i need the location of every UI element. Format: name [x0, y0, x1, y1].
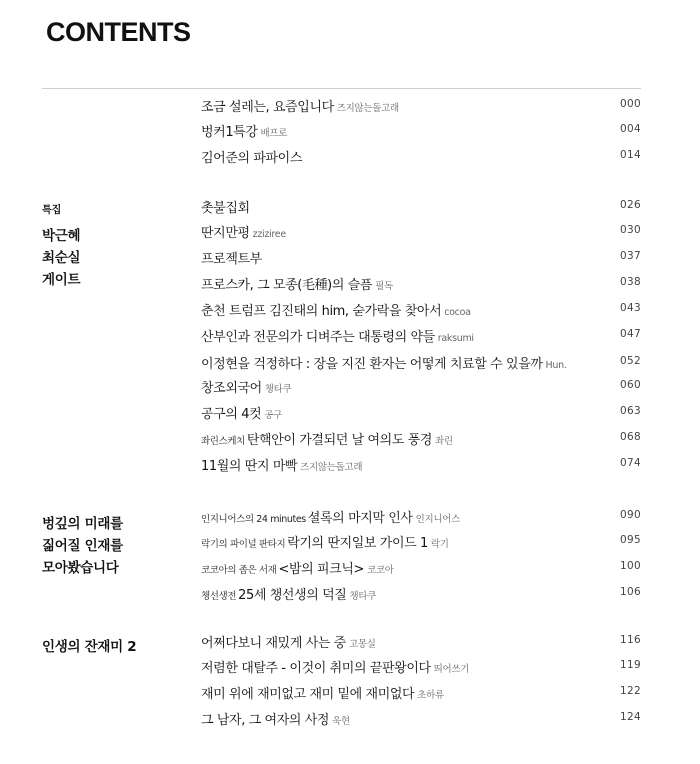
entry-author: 락기 — [430, 539, 449, 550]
toc-entry[interactable] — [201, 222, 641, 246]
toc-entry[interactable] — [201, 197, 641, 221]
entry-title: 공구의 4컷 — [201, 407, 262, 422]
toc-entry-text — [201, 632, 376, 655]
entry-title: 셜록의 마지막 인사 — [307, 511, 413, 526]
toc-entry-text — [201, 377, 291, 400]
entry-title: 춘천 트럼프 김진태의 him, 숟가락을 찾아서 — [201, 304, 442, 319]
toc-entry-text — [201, 274, 393, 297]
entry-series-label: 코코아의 좁은 서재 — [201, 565, 277, 576]
entry-page-number: 068 — [620, 431, 641, 443]
toc-entry[interactable] — [201, 377, 641, 401]
toc-entry[interactable] — [201, 584, 641, 608]
entry-title: 11월의 딴지 마빡 — [201, 459, 298, 474]
entry-series-label: 인지니어스의 24 minutes — [201, 514, 306, 525]
toc-entry-text — [201, 96, 399, 119]
entry-page-number: 106 — [620, 586, 641, 598]
toc-entry-text — [201, 507, 460, 530]
toc-entry[interactable] — [201, 96, 641, 120]
toc-entry[interactable] — [201, 274, 641, 298]
header-divider — [42, 88, 641, 89]
page-title: CONTENTS — [46, 17, 191, 47]
entry-title: 25세 챙선생의 덕질 — [238, 588, 347, 603]
entry-title: 이정현을 걱정하다 : 장을 지진 환자는 어떻게 치료할 수 있을까 — [201, 357, 543, 372]
entry-title: 산부인과 전문의가 디벼주는 대통령의 약들 — [201, 330, 435, 345]
entry-page-number: 038 — [620, 276, 641, 288]
entry-title: 딴지만평 — [201, 226, 250, 241]
entry-page-number: 122 — [620, 685, 641, 697]
toc-entry[interactable] — [201, 532, 641, 556]
entry-author: 배프로 — [260, 128, 288, 139]
entry-page-number: 074 — [620, 457, 641, 469]
toc-entry[interactable] — [201, 709, 641, 733]
entry-page-number: 060 — [620, 379, 641, 391]
toc-entry-text — [201, 248, 262, 270]
entry-author: 공구 — [264, 410, 283, 421]
toc-entry-text — [201, 403, 282, 426]
entry-author: raksumi — [437, 333, 474, 344]
entry-author: 좌린 — [435, 436, 453, 447]
toc-entry[interactable] — [201, 507, 641, 531]
section-title-line: 최순실 — [42, 250, 81, 266]
entry-author: 초하류 — [417, 690, 444, 701]
toc-entry[interactable] — [201, 558, 641, 582]
toc-entry[interactable] — [201, 121, 641, 145]
entry-page-number: 124 — [620, 711, 641, 723]
entry-title: 창조외국어 — [201, 381, 262, 396]
entry-title: 탄핵안이 가결되던 날 여의도 풍경 — [246, 433, 433, 448]
entry-page-number: 116 — [620, 634, 641, 646]
toc-entry-text — [201, 683, 444, 706]
section-title-line: 벙깊의 미래를 — [42, 516, 123, 532]
toc-entry[interactable] — [201, 632, 641, 656]
toc-entry[interactable] — [201, 147, 641, 171]
toc-entry[interactable] — [201, 353, 641, 377]
entry-series-label: 락기의 파이널 판타지 — [201, 539, 286, 550]
toc-entry-text — [201, 709, 350, 732]
toc-entry[interactable] — [201, 683, 641, 707]
entry-page-number: 052 — [620, 355, 641, 367]
entry-title: 김어준의 파파이스 — [201, 151, 302, 166]
entry-author: 고몽실 — [348, 639, 376, 650]
section-title-line: 게이트 — [42, 272, 81, 288]
toc-entry[interactable] — [201, 300, 641, 324]
toc-entry[interactable] — [201, 455, 641, 479]
section-title-line: 짊어질 인재를 — [42, 538, 123, 554]
entry-title: 저렴한 대탈주 - 이것이 취미의 끝판왕이다 — [201, 661, 431, 676]
entry-author: 챙타쿠 — [264, 384, 292, 395]
toc-entry-text — [201, 558, 394, 581]
entry-page-number: 100 — [620, 560, 641, 572]
entry-author: 욱현 — [332, 716, 350, 727]
toc-entry-text — [201, 197, 250, 219]
section-title-line: 인생의 잔재미 2 — [42, 639, 137, 655]
toc-entry-text — [201, 657, 469, 680]
section-title-line: 모아봤습니다 — [42, 560, 119, 576]
toc-entry[interactable] — [201, 403, 641, 427]
section-heading — [42, 636, 192, 658]
entry-page-number: 014 — [620, 149, 641, 161]
entry-title: 프로스카, 그 모종(毛種)의 슬픔 — [201, 278, 373, 293]
toc-entry-text — [201, 429, 453, 452]
section-title-line: 박근혜 — [42, 228, 81, 244]
toc-entry-text — [201, 532, 449, 555]
entry-title: 프로젝트부 — [201, 252, 262, 267]
entry-page-number: 030 — [620, 224, 641, 236]
toc-entry-text — [201, 300, 471, 323]
entry-author: 즈지않는돌고래 — [300, 462, 363, 473]
entry-page-number: 004 — [620, 123, 641, 135]
entry-author: 챙타쿠 — [349, 591, 377, 602]
entry-author: 띄어쓰기 — [433, 664, 470, 675]
entry-title: 재미 위에 재미없고 재미 밑에 재미없다 — [201, 687, 415, 702]
entry-title: 어쩌다보니 재밌게 사는 중 — [201, 636, 346, 651]
entry-page-number: 090 — [620, 509, 641, 521]
toc-entry[interactable] — [201, 326, 641, 350]
entry-title: 촛불집회 — [201, 201, 250, 216]
toc-entry-text — [201, 584, 376, 607]
entry-title: <밤의 피크닉> — [278, 562, 364, 577]
entry-page-number: 119 — [620, 659, 641, 671]
section-heading — [42, 201, 192, 291]
toc-entry-text — [201, 455, 362, 478]
toc-entry-text — [201, 121, 287, 144]
entry-title: 락기의 딴지일보 가이드 1 — [287, 536, 428, 551]
entry-series-label: 챙선생전 — [201, 591, 237, 602]
entry-series-label: 좌린스케치 — [201, 436, 245, 447]
entry-page-number: 063 — [620, 405, 641, 417]
toc-entry-text — [201, 326, 474, 349]
toc-entry[interactable] — [201, 248, 641, 272]
entry-title: 조금 설레는, 요즘입니다 — [201, 100, 334, 115]
entry-page-number: 026 — [620, 199, 641, 211]
toc-entry[interactable] — [201, 429, 641, 453]
section-tag: 특집 — [42, 205, 62, 216]
entry-page-number: 095 — [620, 534, 641, 546]
entry-author: zziziree — [252, 229, 286, 240]
entry-title: 벙커1특강 — [201, 125, 258, 140]
toc-entry-text — [201, 147, 302, 169]
toc-entry-text — [201, 353, 567, 376]
entry-page-number: 037 — [620, 250, 641, 262]
entry-title: 그 남자, 그 여자의 사정 — [201, 713, 330, 728]
section-heading — [42, 513, 192, 579]
toc-entry[interactable] — [201, 657, 641, 681]
entry-author: 코코아 — [366, 565, 394, 576]
entry-page-number: 043 — [620, 302, 641, 314]
entry-author: Hun. — [545, 360, 567, 371]
entry-page-number: 047 — [620, 328, 641, 340]
entry-author: 즈지않는돌고래 — [336, 103, 399, 114]
entry-author: 필독 — [375, 281, 393, 292]
entry-page-number: 000 — [620, 98, 641, 110]
entry-author: 인지니어스 — [415, 514, 460, 525]
toc-entry-text — [201, 222, 286, 245]
entry-author: cocoa — [444, 307, 471, 318]
